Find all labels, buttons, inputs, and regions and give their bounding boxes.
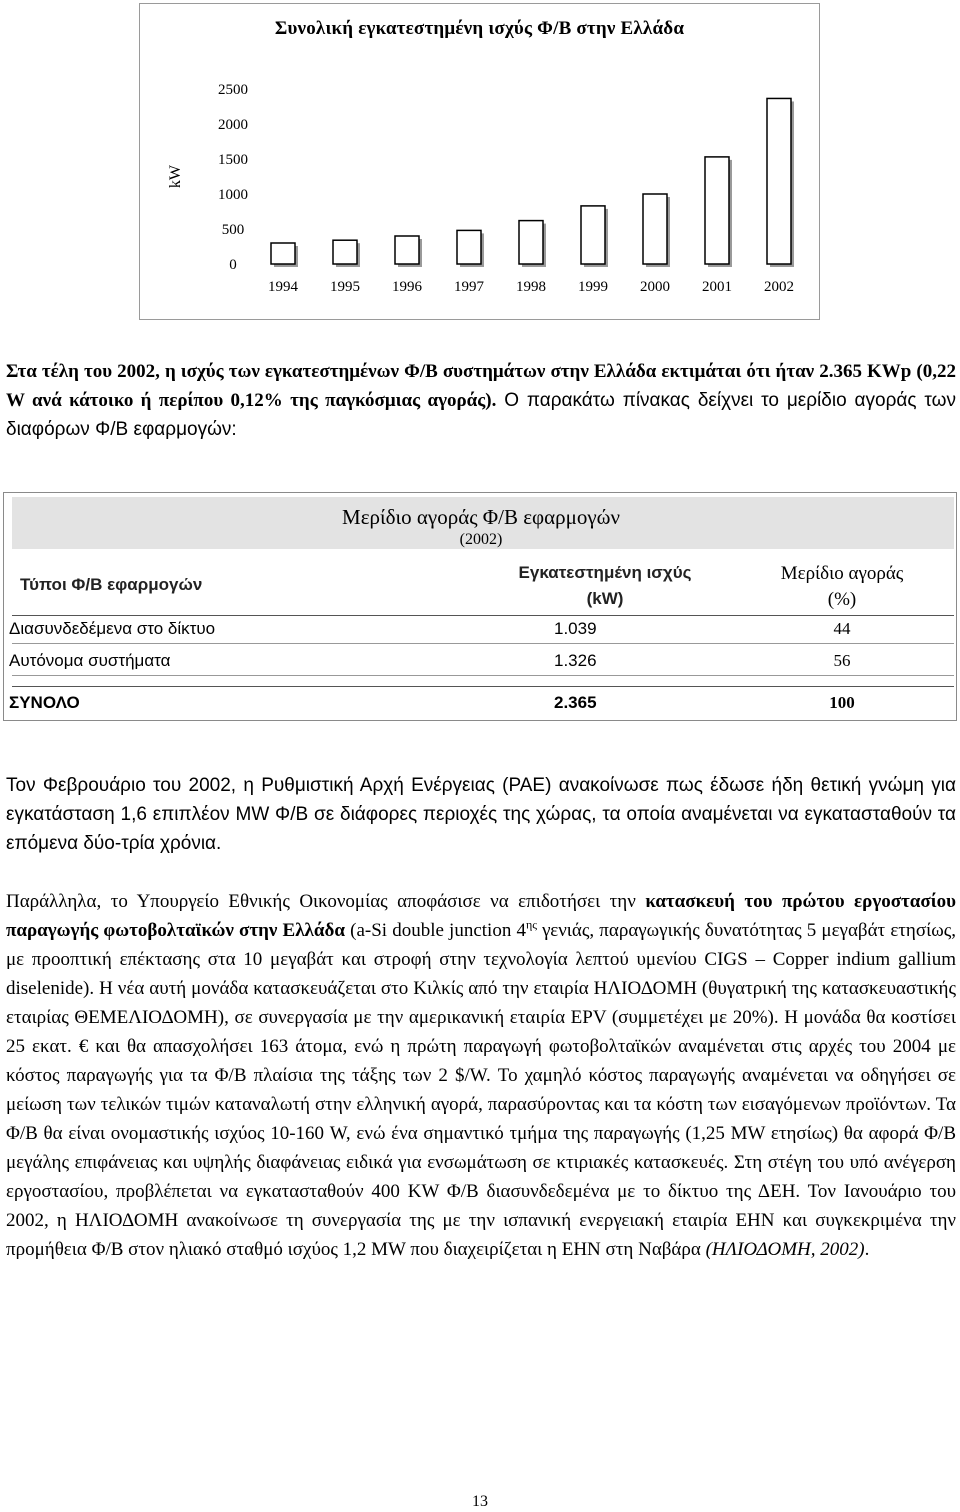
bar <box>333 240 357 264</box>
x-tick-label: 1998 <box>516 279 546 295</box>
x-tick-label: 1994 <box>268 279 298 295</box>
bar <box>395 236 419 264</box>
y-tick-label: 2000 <box>218 117 248 133</box>
y-tick-label: 500 <box>221 222 245 238</box>
intro-bold-text: Στα τέλη του 2002, η ισχύς των εγκατεστημένων Φ/Β συστημάτων στην Ελλάδα εκτιμάται ότι ήταν 2.365 KWp (0,22 W ανά κάτοικο ή περίπου 0,12% της παγκόσμιας αγοράς). <box>6 361 956 411</box>
bar-chart <box>140 4 821 321</box>
table-row-rule <box>12 643 954 644</box>
p2-bold: κατασκευή του πρώτου εργοστασίου παραγωγής φωτοβολταϊκών στην Ελλάδα <box>6 891 956 941</box>
bar <box>457 230 481 264</box>
bar <box>519 221 543 264</box>
x-tick-label: 1997 <box>454 279 484 295</box>
x-tick-label: 1995 <box>330 279 360 295</box>
table-row-rule <box>12 675 954 676</box>
table-col-share-line2: (%) <box>827 589 857 610</box>
row-type: Διασυνδεδέμενα στο δίκτυο <box>9 619 216 638</box>
intro-paragraph <box>6 357 956 444</box>
paragraph-rae: Τον Φεβρουάριο του 2002, η Ρυθμιστική Αρχή Ενέργειας (ΡΑΕ) ανακοίνωσε πως έδωσε ήδη θετική γνώμη για εγκατάσταση 1,6 επιπλέον MW Φ/Β σε διάφορες περιοχές της χώρας, τα οποία αναμένεται να εγκατασταθούν τα επόμενα δύο-τρία χρόνια. <box>6 775 956 854</box>
x-tick-label: 2001 <box>702 279 732 295</box>
row-share: 56 <box>833 651 851 670</box>
row-type: Αυτόνομα συστήματα <box>9 651 171 670</box>
bar <box>271 243 295 264</box>
intro-normal-text: Ο παρακάτω πίνακας δείχνει το μερίδιο αγοράς των διαφόρων Φ/Β εφαρμογών: <box>6 390 956 440</box>
total-share: 100 <box>829 693 855 712</box>
p2-superscript: ης <box>525 917 538 932</box>
p2-text-4: . <box>864 1239 870 1260</box>
paragraph-factory <box>6 887 956 1264</box>
table-header-rule <box>12 615 954 616</box>
y-tick-label: 1500 <box>218 152 248 168</box>
p2-citation: (ΗΛΙΟΔΟΜΗ, 2002) <box>705 1239 865 1260</box>
y-axis-label: kW <box>167 164 184 189</box>
row-power: 1.039 <box>554 619 597 638</box>
x-tick-label: 1996 <box>392 279 422 295</box>
chart-container <box>139 3 820 320</box>
x-tick-label: 2000 <box>640 279 670 295</box>
y-tick-label: 1000 <box>218 187 248 203</box>
table-title: Μερίδιο αγοράς Φ/Β εφαρμογών <box>342 505 620 529</box>
table-col-share-line1: Μερίδιο αγοράς <box>780 563 904 584</box>
row-share: 44 <box>833 619 851 638</box>
total-type: ΣΥΝΟΛΟ <box>9 693 80 712</box>
p2-text-1: Παράλληλα, το Υπουργείο Εθνικής Οικονομίας αποφάσισε να επιδοτήσει την <box>6 891 646 912</box>
table-col-power-line2: (kW) <box>586 589 624 608</box>
total-power: 2.365 <box>554 693 597 712</box>
page-number: 13 <box>472 1493 488 1510</box>
p2-text-2: (a-Si double junction 4 <box>344 920 526 941</box>
bar <box>705 157 729 264</box>
x-tick-label: 2002 <box>764 279 794 295</box>
bar <box>767 98 791 264</box>
chart-title: Συνολική εγκατεστημένη ισχύς Φ/Β στην Ελλάδα <box>274 18 685 39</box>
table-col-type: Τύποι Φ/Β εφαρμογών <box>20 575 203 594</box>
row-power: 1.326 <box>554 651 597 670</box>
x-tick-label: 1999 <box>578 279 608 295</box>
y-tick-label: 2500 <box>218 82 248 98</box>
bar <box>581 206 605 264</box>
bar <box>643 194 667 264</box>
table-col-power-line1: Εγκατεστημένη ισχύς <box>518 563 692 582</box>
table-subtitle: (2002) <box>459 531 503 548</box>
p2-text-3: γενιάς, παραγωγικής δυνατότητας 5 μεγαβάτ ετησίως, με προοπτική επέκτασης στα 10 μεγαβάτ και στροφή στην τεχνολογία λεπτού υμενίου CIGS – Copper indium gallium diselenide). Η νέα αυτή μονάδα κατασκευάζεται στο Κιλκίς από την εταιρία ΗΛΙΟΔΟΜΗ (θυγατρική της κατασκευαστικής εταιρίας ΘΕΜΕΛΙΟΔΟΜΗ), σε συνεργασία με την αμερικανική εταιρία EPV (συμμετέχει με 20%). Η μονάδα θα κοστίσει 25 εκατ. € και θα απασχολήσει 163 άτομα, ενώ η πρώτη παραγωγή φωτοβολταϊκών αναμένεται στις αρχές του 2004 με κόστος παραγωγής για τα Φ/Β πλαίσια της τάξης των 2 $/W. Το χαμηλό κόστος παραγωγής αναμένεται να οδηγήσει σε μείωση των τελικών τιμών καταναλωτή στην ελληνική αγορά, παρασύροντας και τα κόστη των εισαγόμενων προϊόντων. Τα Φ/Β θα είναι ονομαστικής ισχύος 10-160 W, ενώ ένα σημαντικό τμήμα της παραγωγής (1,25 MW ετησίως) θα αφορά Φ/Β μεγάλης επιφάνειας και υψηλής διαφάνειας ειδικά για ενσωμάτωση σε κτιριακές κατασκευές. Στη στέγη του υπό ανέγερση εργοστασίου, προβλέπεται να εγκατασταθούν 400 KW Φ/Β διασυνδεδεμένα με το δίκτυο της ΔΕΗ. Τον Ιανουάριο του 2002, η ΗΛΙΟΔΟΜΗ ανακοίνωσε τη συνεργασία της με την ισπανική ενεργειακή εταιρία EHN και συγκεκριμένα την προμήθεια Φ/Β στον ηλιακό σταθμό ισχύος 1,2 MW που διαχειρίζεται η EHN στη Ναβάρα <box>6 920 956 1260</box>
y-tick-label: 0 <box>229 257 237 273</box>
market-share-table <box>3 492 957 721</box>
table-total-rule <box>12 686 954 687</box>
